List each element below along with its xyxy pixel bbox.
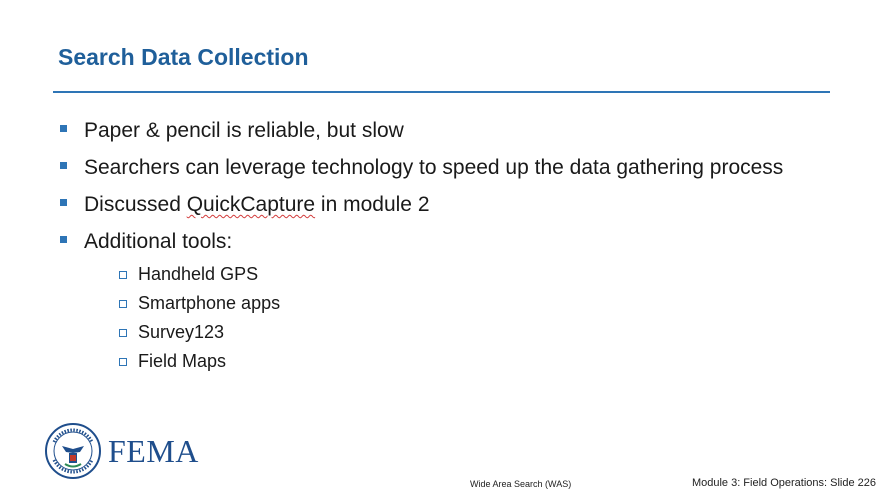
bullet-text-prefix: Discussed: [84, 193, 187, 216]
dhs-seal-icon: [44, 422, 102, 480]
sub-bullet-text: Field Maps: [138, 351, 227, 371]
square-bullet-icon: [60, 125, 67, 132]
sub-bullet-item: [92, 318, 783, 347]
footer-course-name: Wide Area Search (WAS): [470, 479, 572, 489]
sub-bullet-item: [92, 289, 783, 318]
bullet-item: [58, 223, 783, 376]
sub-bullet-item: [92, 347, 783, 376]
spellcheck-marked-word: QuickCapture: [186, 193, 316, 216]
bullet-text: Paper & pencil is reliable, but slow: [84, 119, 404, 142]
hollow-square-bullet-icon: [119, 300, 127, 308]
square-bullet-icon: [60, 236, 67, 243]
slide-title: Search Data Collection: [58, 44, 309, 70]
sub-bullet-text: Handheld GPS: [138, 264, 259, 284]
hollow-square-bullet-icon: [119, 329, 127, 337]
title-divider: [53, 91, 830, 93]
fema-logo: [44, 422, 204, 482]
bullet-list: [58, 112, 783, 376]
footer-slide-number: Module 3: Field Operations: Slide 226: [691, 477, 876, 489]
sub-bullet-list: [84, 260, 783, 376]
bullet-item: [58, 112, 783, 149]
bullet-item: [58, 149, 783, 186]
bullet-item: [58, 186, 783, 223]
hollow-square-bullet-icon: [119, 271, 127, 279]
hollow-square-bullet-icon: [119, 358, 127, 366]
bullet-text: Searchers can leverage technology to speed up the data gathering process: [84, 156, 784, 179]
bullet-text-suffix: in module 2: [315, 193, 430, 216]
sub-bullet-text: Smartphone apps: [138, 293, 281, 313]
logo-wordmark: FEMA: [108, 433, 199, 469]
square-bullet-icon: [60, 199, 67, 206]
sub-bullet-text: Survey123: [138, 322, 225, 342]
square-bullet-icon: [60, 162, 67, 169]
sub-bullet-item: [92, 260, 783, 289]
bullet-text: Additional tools:: [84, 230, 233, 253]
